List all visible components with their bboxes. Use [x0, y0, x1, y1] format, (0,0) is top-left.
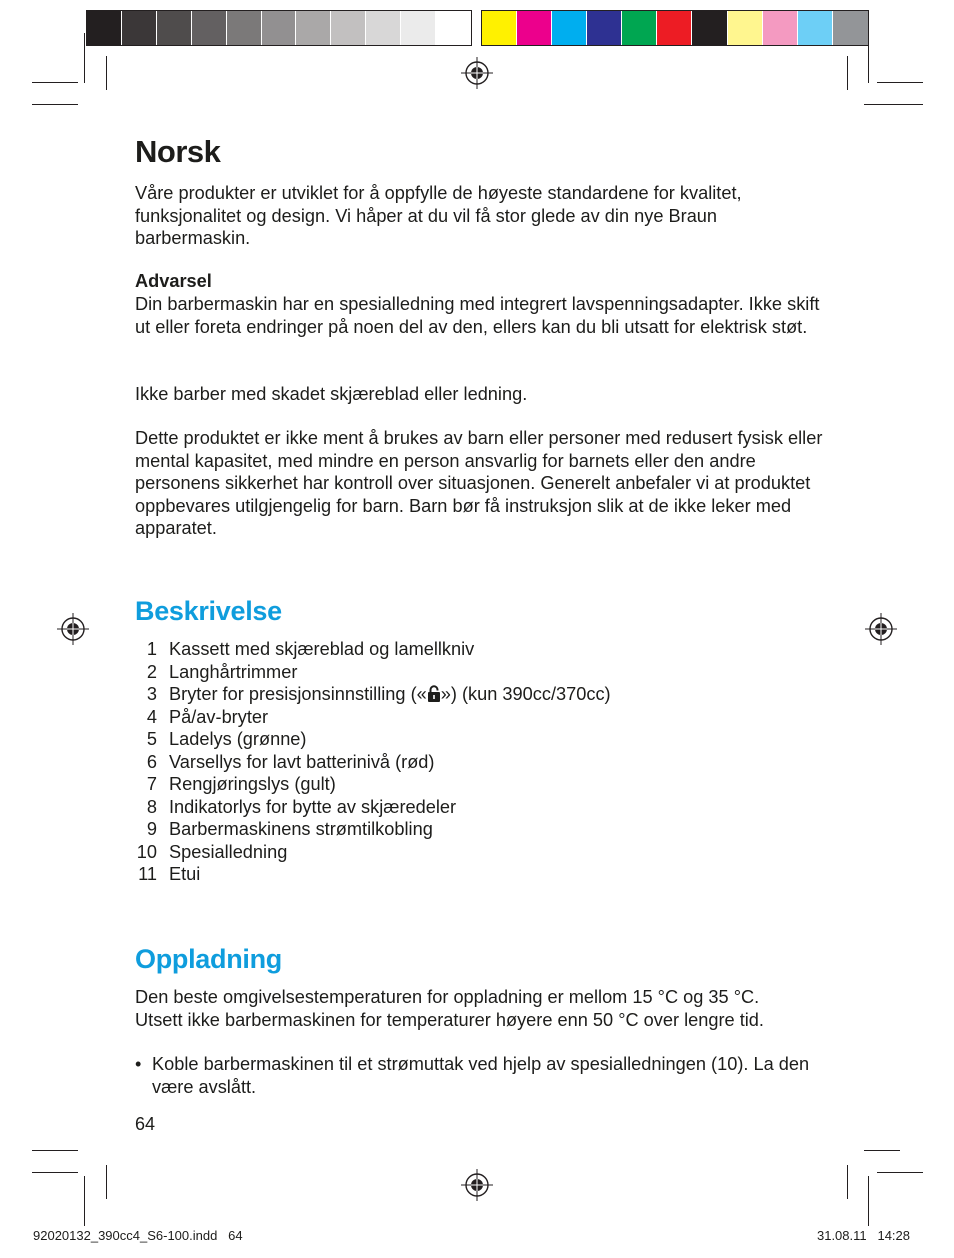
color-swatch [622, 11, 657, 45]
list-item: 7 Rengjøringslys (gult) [146, 774, 336, 794]
parts-list [135, 638, 611, 886]
color-swatch [517, 11, 552, 45]
list-item: 11 Etui [138, 864, 201, 884]
registration-mark-icon [461, 57, 493, 89]
footer-timestamp: 31.08.11 14:28 [816, 1228, 910, 1243]
color-swatch [331, 11, 366, 45]
grayscale-color-bar [86, 10, 472, 46]
list-item: 9 Barbermaskinens strømtilkobling [146, 819, 433, 839]
color-swatch [262, 11, 297, 45]
list-item: 5 Ladelys (grønne) [146, 729, 307, 749]
color-swatch [798, 11, 833, 45]
color-swatch [657, 11, 692, 45]
color-swatch [192, 11, 227, 45]
color-swatch [366, 11, 401, 45]
registration-mark-icon [57, 613, 89, 645]
warning-paragraph: Ikke barber med skadet skjæreblad eller ledning. [135, 384, 528, 404]
color-swatch [87, 11, 122, 45]
warning-paragraph: Dette produktet er ikke ment å brukes av barn eller personer med redusert fysisk eller mental kapasitet, med mindre en person ansvarlig for barnets eller den andre personens sikkerhet har kontroll over situasjonen. Generelt anbefaler vi at produktet oppbevares utilgjengelig for barn. Barn bør få instruksjon slik at de ikke leker med apparatet. [135, 428, 823, 538]
color-swatch [692, 11, 727, 45]
list-item: 3 Bryter for presisjonsinnstilling (« ») (kun 390cc/370cc) [146, 684, 611, 704]
charging-bullet: • Koble barbermaskinen til et strømuttak ved hjelp av spesialledningen (10). La den være avslått. [135, 1054, 810, 1097]
page-number: 64 [135, 1114, 156, 1134]
list-item: 10 Spesialledning [136, 841, 288, 862]
list-item: 1 Kassett med skjæreblad og lamellkniv [146, 639, 475, 659]
color-swatch [552, 11, 587, 45]
list-item: 8 Indikatorlys for bytte av skjæredeler [146, 796, 457, 817]
warning-paragraph: Din barbermaskin har en spesialledning med integrert lavspenningsadapter. Ikke skift ut eller foreta endringer på noen del av den, ellers kan du bli utsatt for elektrisk støt. [135, 294, 820, 337]
color-swatch [401, 11, 436, 45]
list-item: 6 Varsellys for lavt batterinivå (rød) [146, 751, 435, 772]
description-heading: Beskrivelse [135, 596, 282, 626]
color-swatch [436, 11, 471, 45]
color-swatch [227, 11, 262, 45]
registration-mark-icon [461, 1169, 493, 1201]
page-title: Norsk [135, 134, 221, 169]
lock-icon [427, 685, 441, 702]
list-item: 4 På/av-bryter [146, 706, 269, 727]
footer-file-info: 92020132_390cc4_S6-100.indd 64 [33, 1228, 243, 1243]
color-swatch [157, 11, 192, 45]
intro-paragraph: Våre produkter er utviklet for å oppfylle de høyeste standardene for kvalitet, funksjonalitet og design. Vi håper at du vil få stor glede av din nye Braun barbermaskin. [135, 183, 742, 248]
process-color-bar [481, 10, 869, 46]
color-swatch [763, 11, 798, 45]
charging-paragraph: Den beste omgivelsestemperaturen for oppladning er mellom 15 °C og 35 °C. Utsett ikke barbermaskinen for temperaturer høyere enn 50 °C over lengre tid. [135, 987, 764, 1030]
color-swatch [296, 11, 331, 45]
color-swatch [482, 11, 517, 45]
registration-mark-icon [865, 613, 897, 645]
bullet-symbol: • [135, 1054, 142, 1074]
color-swatch [728, 11, 763, 45]
color-swatch [122, 11, 157, 45]
charging-heading: Oppladning [135, 944, 282, 974]
list-item: 2 Langhårtrimmer [146, 661, 298, 682]
color-swatch [587, 11, 622, 45]
color-swatch [833, 11, 868, 45]
warning-heading: Advarsel [135, 271, 212, 291]
